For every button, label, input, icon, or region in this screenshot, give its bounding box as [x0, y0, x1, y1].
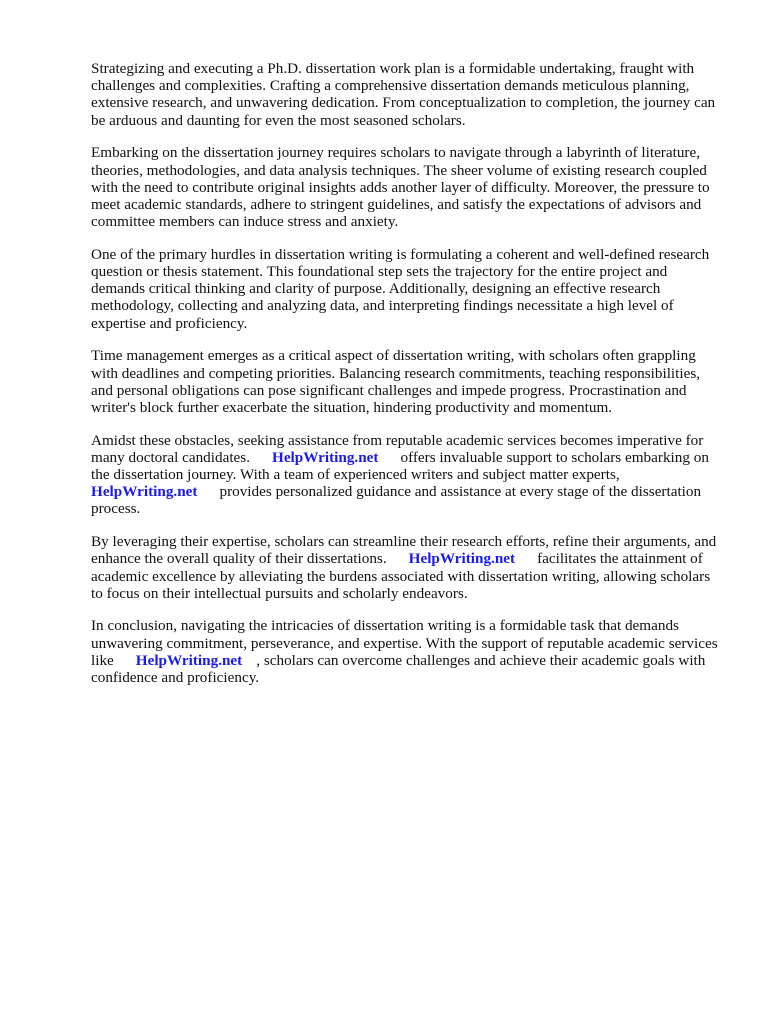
- helpwriting-link[interactable]: HelpWriting.net: [135, 651, 243, 669]
- paragraph-conclusion: [91, 617, 723, 686]
- paragraph-text: facilitates the attainment of academic excellence by alleviating the burdens associated with dissertation writing, allowing scholars to focus on their intellectual pursuits and scholarly endeavors.: [91, 550, 711, 602]
- paragraph-text: In conclusion, navigating the intricacies of dissertation writing is a formidable task that demands unwavering commitment, perseverance, and expertise. With the support of reputable academic services like: [91, 617, 718, 669]
- paragraph-time-management: Time management emerges as a critical aspect of dissertation writing, with scholars often grappling with deadlines and competing priorities. Balancing research commitments, teaching responsibilities, and personal obligations can pose significant challenges and impede progress. Procrastination and writer's block further exacerbate the situation, hindering productivity and momentum.: [91, 347, 701, 416]
- paragraph-text: By leveraging their expertise, scholars can streamline their research efforts, refine their arguments, and enhance the overall quality of their dissertations.: [91, 533, 717, 568]
- paragraph-text: , scholars can overcome challenges and achieve their academic goals with confidence and proficiency.: [91, 651, 706, 687]
- paragraph-assistance: [91, 432, 723, 518]
- paragraph-hurdles: One of the primary hurdles in dissertation writing is formulating a coherent and well-defined research question or thesis statement. This foundational step sets the trajectory for the entire project and demands critical thinking and clarity of purpose. Additionally, designing an effective research methodology, collecting and analyzing data, and interpreting findings necessitate a high level of expertise and proficiency.: [91, 245, 710, 332]
- paragraph-text: Amidst these obstacles, seeking assistance from reputable academic services becomes imperative for many doctoral candidates.: [91, 431, 704, 466]
- paragraph-text: offers invaluable support to scholars embarking on the dissertation journey. With a team of experienced writers and subject matter experts,: [91, 448, 709, 484]
- paragraph-intro: Strategizing and executing a Ph.D. dissertation work plan is a formidable undertaking, fraught with challenges and complexities. Crafting a comprehensive dissertation demands meticulous planning, extensive research, and unwavering dedication. From conceptualization to completion, the journey can be arduous and daunting for even the most seasoned scholars.: [91, 60, 716, 129]
- document-body: [91, 60, 723, 702]
- helpwriting-link[interactable]: HelpWriting.net: [272, 448, 379, 466]
- paragraph-leveraging: [91, 533, 723, 602]
- paragraph-journey: Embarking on the dissertation journey requires scholars to navigate through a labyrinth of literature, theories, methodologies, and data analysis techniques. The sheer volume of existing research coupled with the need to contribute original insights adds another layer of difficulty. Moreover, the pressure to meet academic standards, adhere to stringent guidelines, and satisfy the expectations of advisors and committee members can induce stress and anxiety.: [91, 144, 710, 231]
- helpwriting-link[interactable]: HelpWriting.net: [91, 483, 198, 501]
- helpwriting-link[interactable]: HelpWriting.net: [408, 550, 516, 568]
- paragraph-text: provides personalized guidance and assistance at every stage of the dissertation process.: [91, 483, 702, 518]
